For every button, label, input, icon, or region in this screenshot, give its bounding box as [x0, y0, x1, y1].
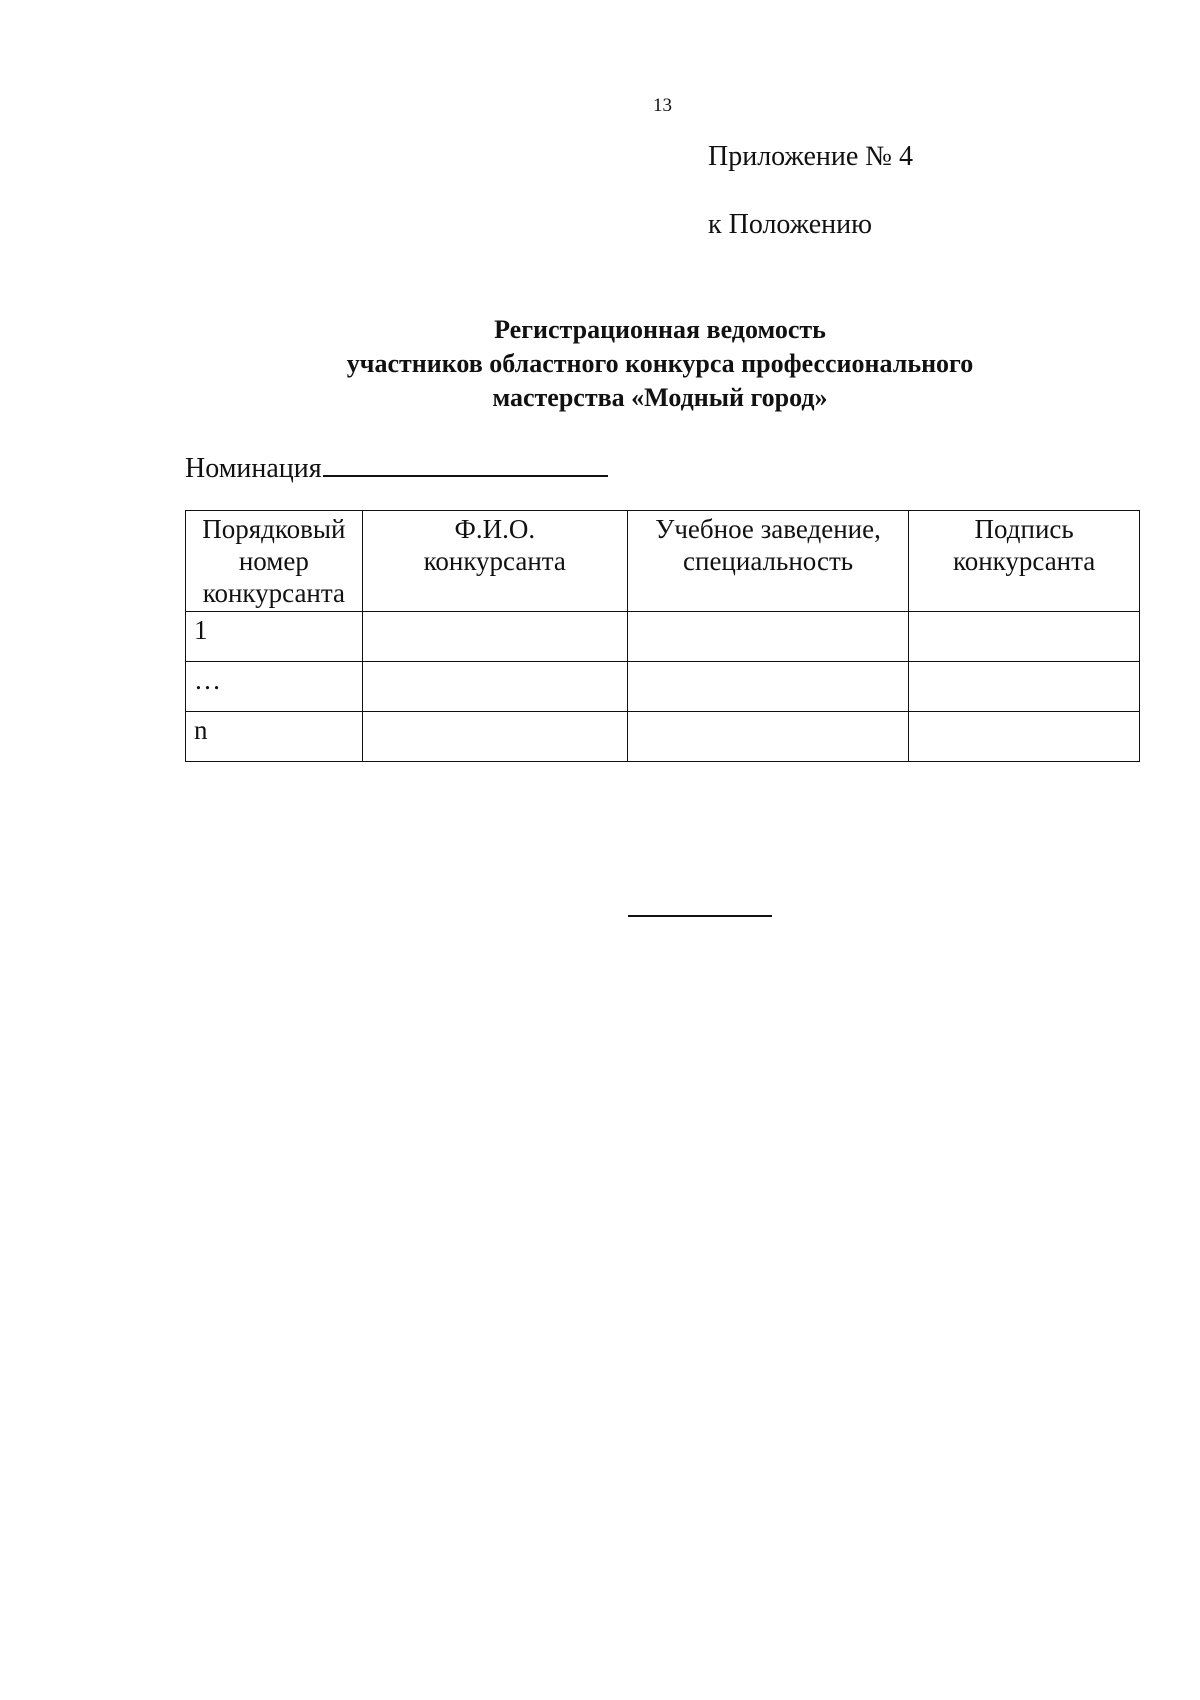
table-row — [186, 712, 1140, 762]
header-full-name-line-2: конкурсанта — [423, 546, 566, 576]
nomination-blank-line[interactable] — [323, 445, 608, 477]
table-row — [186, 612, 1140, 662]
cell-signature[interactable] — [909, 712, 1140, 762]
cell-serial-number: 1 — [186, 612, 363, 662]
cell-serial-number: … — [186, 662, 363, 712]
nomination-field — [185, 445, 608, 486]
page-number: 13 — [653, 95, 672, 116]
header-institution — [627, 511, 908, 612]
header-signature-line-2: конкурсанта — [952, 546, 1096, 576]
cell-full-name[interactable] — [362, 662, 627, 712]
cell-full-name[interactable] — [362, 612, 627, 662]
table-row — [186, 662, 1140, 712]
nomination-label: Номинация — [185, 453, 322, 484]
header-signature — [909, 511, 1140, 612]
header-serial-number-line-1: Порядковый — [202, 514, 346, 544]
header-serial-number-line-2: номер — [238, 546, 309, 576]
title-line-3: мастерства «Модный город» — [492, 383, 828, 412]
title-line-2: участников областного конкурса профессионального — [346, 349, 974, 378]
header-institution-line-2: специальность — [683, 546, 854, 576]
header-serial-number-line-3: конкурсанта — [202, 578, 345, 608]
cell-full-name[interactable] — [362, 712, 627, 762]
end-of-document-rule — [628, 915, 772, 917]
cell-serial-number: n — [186, 712, 363, 762]
cell-signature[interactable] — [909, 612, 1140, 662]
appendix-reference — [708, 140, 913, 242]
header-serial-number — [186, 511, 363, 612]
document-title — [180, 313, 1140, 415]
header-full-name — [362, 511, 627, 612]
header-signature-line-1: Подпись — [974, 514, 1074, 544]
cell-signature[interactable] — [909, 662, 1140, 712]
cell-institution[interactable] — [627, 712, 908, 762]
header-full-name-line-1: Ф.И.О. — [454, 514, 536, 544]
table-header-row — [186, 511, 1140, 612]
title-line-1: Регистрационная ведомость — [494, 315, 826, 344]
appendix-number-label: Приложение № 4 — [708, 141, 913, 172]
cell-institution[interactable] — [627, 612, 908, 662]
header-institution-line-1: Учебное заведение, — [655, 514, 881, 544]
registration-table — [185, 510, 1140, 762]
appendix-regulation-label: к Положению — [708, 209, 873, 240]
cell-institution[interactable] — [627, 662, 908, 712]
